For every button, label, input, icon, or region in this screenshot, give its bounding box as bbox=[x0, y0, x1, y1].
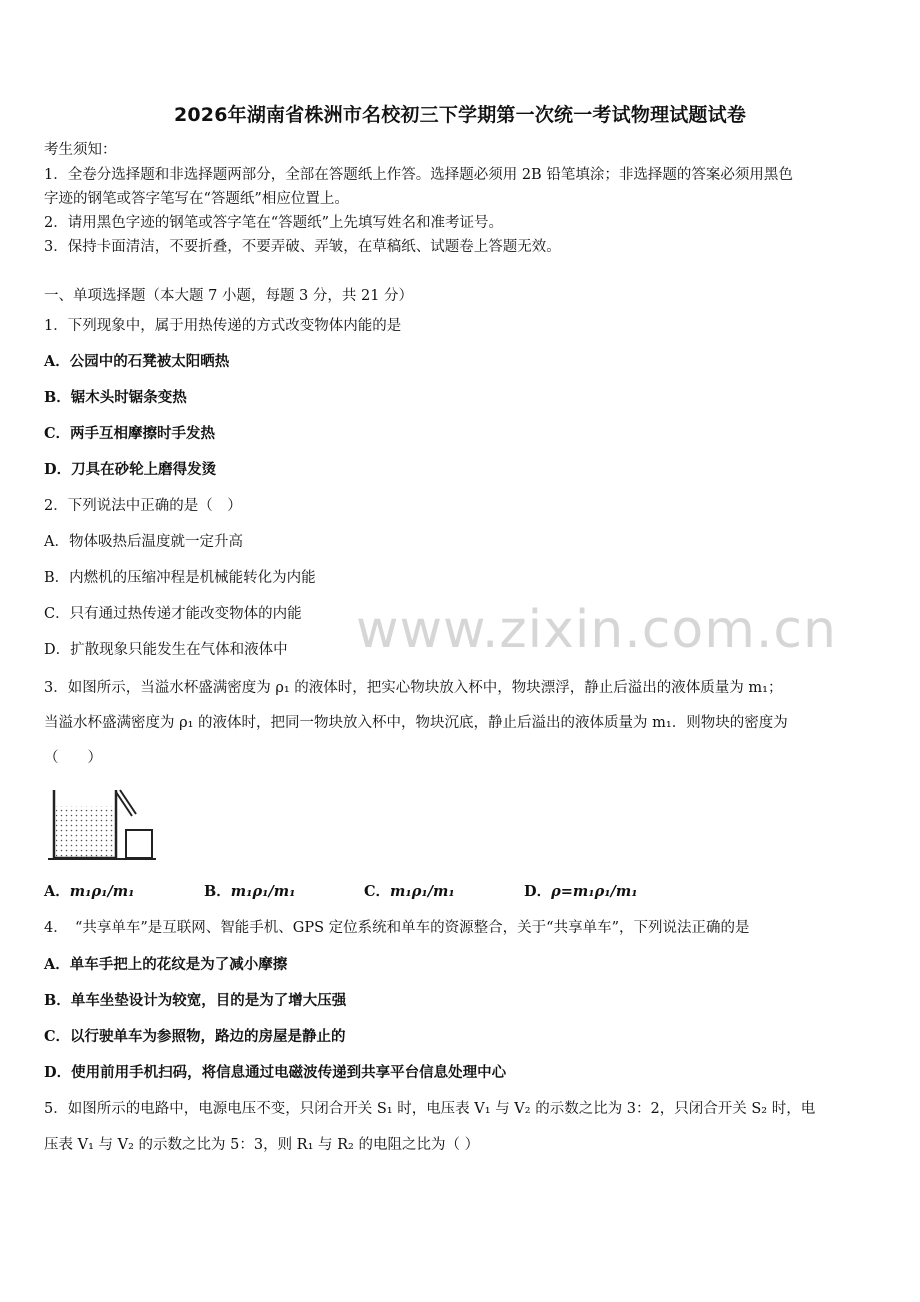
q1-stem: 1．下列现象中，属于用热传递的方式改变物体内能的是 bbox=[44, 318, 402, 334]
q4-stem: 4． “共享单车”是互联网、智能手机、GPS 定位系统和单车的资源整合，关于“共享单车”，下列说法正确的是 bbox=[44, 920, 750, 936]
q2-option-b: B．内燃机的压缩冲程是机械能转化为内能 bbox=[44, 570, 316, 586]
q3-line-2: 当溢水杯盛满密度为 ρ₁ 的液体时，把同一物块放入杯中，物块沉底，静止后溢出的液体质量为 m₁．则物块的密度为 bbox=[44, 715, 788, 731]
q4-option-c: C．以行驶单车为参照物，路边的房屋是静止的 bbox=[44, 1028, 346, 1045]
beaker bbox=[126, 830, 152, 858]
notice-item-2: 2．请用黑色字迹的钢笔或答字笔在“答题纸”上先填写姓名和准考证号。 bbox=[44, 215, 504, 231]
section-heading: 一、单项选择题（本大题 7 小题，每题 3 分，共 21 分） bbox=[44, 288, 414, 304]
q3-option-a: A．m₁ρ₁/m₁ bbox=[44, 883, 135, 900]
spout bbox=[116, 790, 136, 816]
q4-option-d: D．使用前用手机扫码，将信息通过电磁波传递到共享平台信息处理中心 bbox=[44, 1064, 507, 1081]
q2-option-a: A．物体吸热后温度就一定升高 bbox=[44, 534, 243, 550]
overflow-cup-figure bbox=[44, 778, 164, 864]
notice-item-1-cont: 字迹的钢笔或答字笔写在“答题纸”相应位置上。 bbox=[44, 191, 349, 207]
liquid bbox=[56, 806, 114, 858]
q3-option-b: B．m₁ρ₁/m₁ bbox=[204, 883, 296, 900]
notice-heading: 考生须知： bbox=[44, 142, 117, 158]
page-title: 2026年湖南省株洲市名校初三下学期第一次统一考试物理试题试卷 bbox=[173, 104, 747, 126]
q3-line-1: 3．如图所示，当溢水杯盛满密度为 ρ₁ 的液体时，把实心物块放入杯中，物块漂浮，静止后溢出的液体质量为 m₁； bbox=[44, 680, 783, 696]
watermark: www.zixin.com.cn bbox=[356, 600, 837, 660]
q2-option-c: C．只有通过热传递才能改变物体的内能 bbox=[44, 606, 302, 622]
q1-option-c: C．两手互相摩擦时手发热 bbox=[44, 425, 216, 442]
q4-option-a: A．单车手把上的花纹是为了减小摩擦 bbox=[44, 956, 288, 973]
q2-option-d: D．扩散现象只能发生在气体和液体中 bbox=[44, 642, 288, 658]
q1-option-a: A．公园中的石凳被太阳晒热 bbox=[44, 353, 230, 370]
q3-line-3: （ ） bbox=[44, 750, 102, 766]
notice-item-1: 1．全卷分选择题和非选择题两部分，全部在答题纸上作答。选择题必须用 2B 铅笔填涂；非选择题的答案必须用黑色 bbox=[44, 167, 793, 183]
q5-line-1: 5．如图所示的电路中，电源电压不变，只闭合开关 S₁ 时，电压表 V₁ 与 V₂ 的示数之比为 3：2，只闭合开关 S₂ 时，电 bbox=[44, 1101, 816, 1117]
q1-option-d: D．刀具在砂轮上磨得发烫 bbox=[44, 461, 217, 478]
q5-line-2: 压表 V₁ 与 V₂ 的示数之比为 5：3，则 R₁ 与 R₂ 的电阻之比为（ ） bbox=[44, 1137, 480, 1153]
q4-option-b: B．单车坐垫设计为较宽，目的是为了增大压强 bbox=[44, 992, 347, 1009]
q3-option-c: C．m₁ρ₁/m₁ bbox=[364, 883, 455, 900]
q2-stem: 2．下列说法中正确的是（ ） bbox=[44, 498, 242, 514]
q3-option-d: D．ρ=m₁ρ₁/m₁ bbox=[524, 883, 638, 900]
q1-option-b: B．锯木头时锯条变热 bbox=[44, 389, 187, 406]
notice-item-3: 3．保持卡面清洁，不要折叠，不要弄破、弄皱，在草稿纸、试题卷上答题无效。 bbox=[44, 239, 561, 255]
